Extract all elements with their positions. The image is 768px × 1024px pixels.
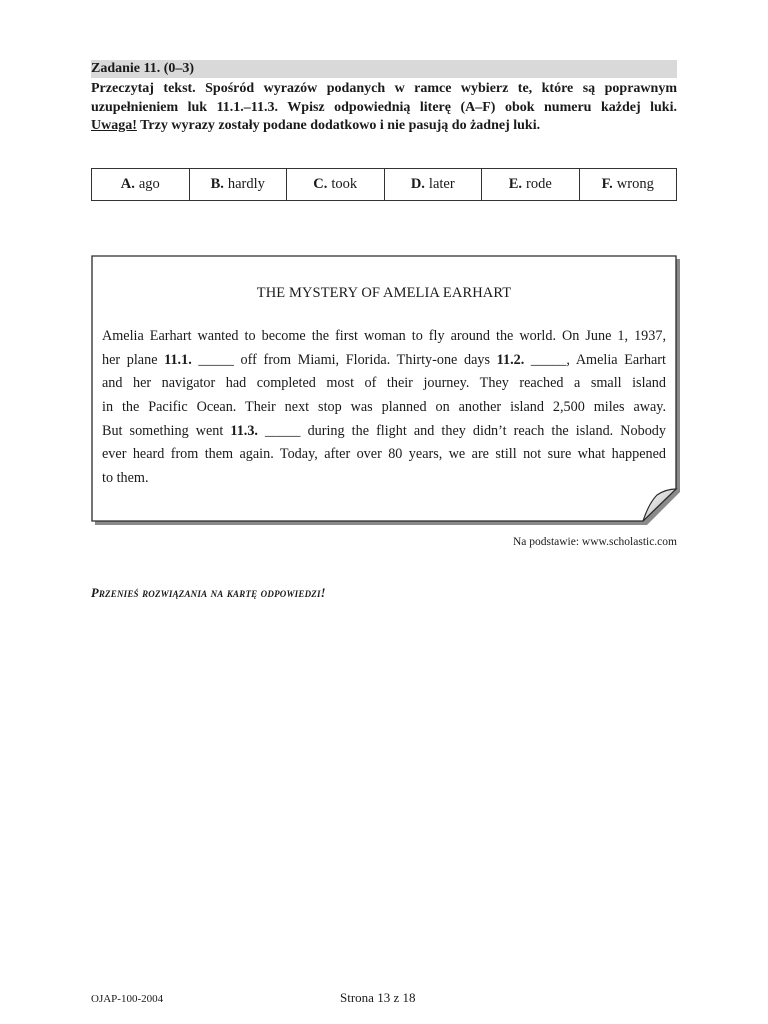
story-line — [102, 420, 666, 444]
story-text: _____, Amelia Earhart — [524, 351, 666, 368]
option-letter: F. — [601, 176, 613, 192]
story-text: _____ during the flight and they didn’t reach the island. Nobody — [257, 422, 666, 439]
transfer-answers-note: Przenieś rozwiązania na kartę odpowiedzi! — [91, 586, 326, 600]
story-body — [102, 325, 666, 491]
source-citation: Na podstawie: www.scholastic.com — [512, 536, 677, 548]
instruction-line-2: uzupełnieniem luk 11.1.–11.3. Wpisz odpowiednią literę (A–F) obok numeru każdej luki. — [91, 99, 677, 115]
reading-text-box — [91, 255, 677, 522]
story-line — [102, 349, 666, 373]
option-letter: E. — [508, 176, 523, 192]
warning-text: Trzy wyrazy zostały podane dodatkowo i nie pasują do żadnej luki. — [136, 118, 541, 133]
gap-label-11-2: 11.2. — [496, 351, 525, 368]
story-line: to them. — [102, 470, 149, 487]
story-title: THE MYSTERY OF AMELIA EARHART — [256, 285, 512, 301]
gap-label-11-1: 11.1. — [164, 351, 192, 368]
option-e — [482, 169, 580, 200]
option-letter: C. — [313, 176, 328, 192]
story-text: her plane — [102, 351, 165, 368]
warning-label: Uwaga! — [91, 118, 137, 133]
option-word: hardly — [227, 176, 265, 192]
story-line: ever heard from them again. Today, after over 80 years, we are still not sure what happened — [102, 446, 666, 463]
option-d — [385, 169, 483, 200]
instruction-warning — [91, 117, 677, 136]
option-f — [580, 169, 677, 200]
option-letter: D. — [410, 176, 425, 192]
option-word: later — [428, 176, 455, 192]
option-word: wrong — [616, 176, 654, 192]
story-text: _____ off from Miami, Florida. Thirty-one days — [191, 351, 497, 368]
exam-code: OJAP-100-2004 — [91, 993, 164, 1005]
page-number: Strona 13 z 18 — [340, 990, 416, 1005]
option-letter: A. — [120, 176, 135, 192]
instruction-line-1: Przeczytaj tekst. Spośród wyrazów podanych w ramce wybierz te, które są poprawnym — [91, 81, 677, 96]
story-text: But something went — [102, 422, 231, 439]
option-a — [92, 169, 190, 200]
option-word: took — [331, 176, 358, 192]
option-word: rode — [526, 176, 552, 192]
task-instructions — [91, 80, 677, 136]
option-letter: B. — [210, 176, 224, 192]
story-line: Amelia Earhart wanted to become the first woman to fly around the world. On June 1, 1937, — [102, 328, 666, 344]
word-options-box — [91, 168, 677, 201]
task-header: Zadanie 11. (0–3) — [91, 60, 677, 78]
option-b — [190, 169, 288, 200]
story-line: in the Pacific Ocean. Their next stop was planned on another island 2,500 miles away. — [102, 399, 666, 416]
option-word: ago — [138, 176, 160, 192]
story-line: and her navigator had completed most of their journey. They reached a small island — [102, 375, 666, 392]
gap-label-11-3: 11.3. — [230, 422, 258, 439]
option-c — [287, 169, 385, 200]
